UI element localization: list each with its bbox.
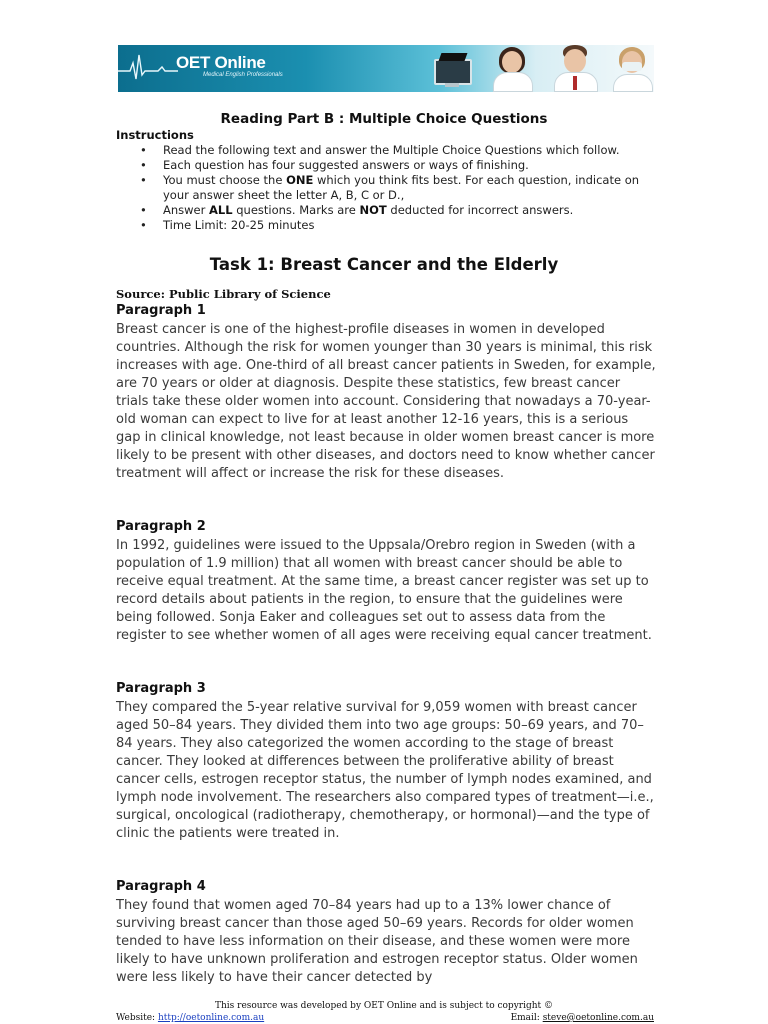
female-doctor-image xyxy=(490,45,534,92)
paragraph-3-heading: Paragraph 3 xyxy=(116,681,206,696)
paragraph-4-heading: Paragraph 4 xyxy=(116,879,206,894)
paragraph-3-text: They compared the 5-year relative survival for 9,059 women with breast cancer aged 50–84 years. They divided them into two age groups: 50–69 years, and 70–84 years. They also categorized the women according to the stage of breast cancer. They looked at differences between the proliferative ability of breast cancer cells, estrogen receptor status, the number of lymph nodes examined, and lymph node involvement. The researchers also compared types of treatment—i.e., surgical, oncological (radiotherapy, chemotherapy, or hormonal)—and the type of clinic the patients were treated in. xyxy=(116,700,654,841)
email-footer xyxy=(511,1013,654,1023)
paragraph-4-text: They found that women aged 70–84 years had up to a 13% lower chance of surviving breast cancer than those aged 50–69 years. Records for older women tended to have less information on their disease, and these women were more likely to have unknown proliferation and estrogen receptor status. Older women were less likely to have their cancer detected by xyxy=(116,898,638,985)
instruction-text: You must choose the ONE which you think fits best. For each question, indicate on your answer sheet the letter A, B, C or D., xyxy=(163,173,640,202)
instructions-list xyxy=(116,143,656,233)
instruction-text: Answer ALL questions. Marks are NOT deducted for incorrect answers. xyxy=(163,203,574,217)
copyright-note: This resource was developed by OET Online and is subject to copyright © xyxy=(214,1001,553,1011)
instruction-text: Read the following text and answer the Multiple Choice Questions which follow. xyxy=(163,143,620,157)
nurse-image xyxy=(610,45,654,92)
male-doctor-image xyxy=(550,45,600,92)
paragraph-1-text: Breast cancer is one of the highest-profile diseases in women in developed countries. Although the risk for women younger than 30 years is minimal, this risk increases with age. One-third of all breast cancer patients in Sweden, for example, are 70 years or older at diagnosis. Despite these statistics, few breast cancer trials take these older women into account. Considering that nowadays a 70-year-old woman can expect to live for at least another 12-16 years, this is a serious gap in clinical knowledge, not least because in older women breast cancer is more likely to be present with other diseases, and doctors need to know whether cancer treatment will affect or increase the risk for these diseases. xyxy=(116,322,656,481)
paragraph-2-text: In 1992, guidelines were issued to the Uppsala/Orebro region in Sweden (with a population of 1.9 million) that all women with breast cancer should be able to receive equal treatment. At the same time, a breast cancer register was set up to record details about patients in the region, to ensure that the guidelines were being followed. Sonja Eaker and colleagues set out to assess data from the register to see whether women of all ages were receiving equal cancer treatment. xyxy=(116,538,652,643)
paragraph-2-heading: Paragraph 2 xyxy=(116,519,206,534)
header-banner xyxy=(118,45,654,92)
instruction-item: • Each question has four suggested answers or ways of finishing. xyxy=(140,158,529,172)
computer-graduation-icon xyxy=(428,53,474,87)
website-footer xyxy=(116,1013,264,1023)
instruction-text: Each question has four suggested answers or ways of finishing. xyxy=(163,158,529,172)
brand-tagline: Medical English Professionals xyxy=(203,72,283,78)
email-label: Email: xyxy=(510,1013,543,1023)
instructions-heading: Instructions xyxy=(116,128,194,142)
brand-name: OET Online xyxy=(176,53,266,72)
instruction-text: Time Limit: 20-25 minutes xyxy=(163,218,315,232)
page-title: Reading Part B : Multiple Choice Questions xyxy=(220,111,548,127)
email-address[interactable]: steve@oetonline.com.au xyxy=(542,1013,654,1023)
paragraph-1-heading: Paragraph 1 xyxy=(116,303,206,318)
instruction-item: • Read the following text and answer the Multiple Choice Questions which follow. xyxy=(140,143,620,157)
instruction-item: • Time Limit: 20-25 minutes xyxy=(140,218,315,232)
website-link[interactable]: http://oetonline.com.au xyxy=(157,1013,265,1023)
instruction-item: • You must choose the ONE which you think fits best. For each question, indicate on your answer sheet the letter A, B, C or D., xyxy=(140,173,640,202)
task-title: Task 1: Breast Cancer and the Elderly xyxy=(209,255,559,274)
source-label: Source: Public Library of Science xyxy=(116,287,331,301)
instruction-item: • Answer ALL questions. Marks are NOT deducted for incorrect answers. xyxy=(140,203,574,217)
website-label: Website: xyxy=(116,1013,158,1023)
